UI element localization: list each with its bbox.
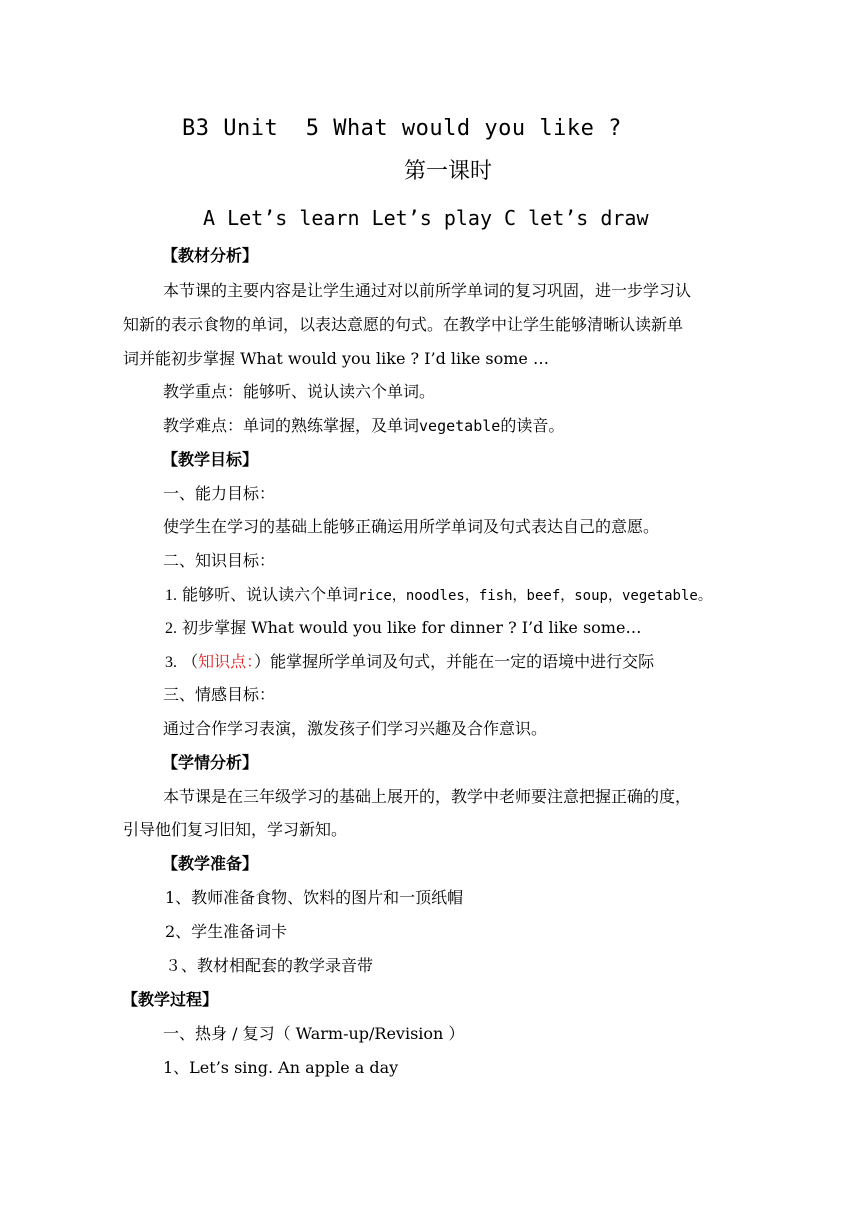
process-step-1-1: 1、Let’s sing. An apple a day: [163, 1058, 399, 1077]
prep-item-3: ３、教材相配套的教学录音带: [165, 956, 374, 975]
knowledge-item-2-text: 初步掌握 What would you like for dinner ? I’d like some…: [182, 618, 642, 637]
difficulty-line: [163, 415, 564, 437]
heading-learner-analysis: 【学情分析】: [162, 753, 259, 772]
knowledge-item-3: [165, 651, 654, 674]
key-point-label: 教学重点：: [163, 382, 244, 401]
knowledge-item-3-text: ）能掌握所学单词及句式，并能在一定的语境中进行交际: [254, 652, 655, 671]
ability-goal-heading: 一、能力目标：: [163, 484, 276, 503]
doc-title-lesson: 第一课时: [404, 159, 493, 184]
knowledge-goal-heading: 二、知识目标：: [163, 551, 276, 570]
knowledge-item-1: [165, 584, 712, 607]
prep-item-2: 2、学生准备词卡: [165, 922, 288, 941]
difficulty-text-a: 单词的熟练掌握，及单词: [243, 416, 420, 435]
heading-textbook-analysis: 【教材分析】: [162, 246, 259, 265]
knowledge-item-1-words: rice，noodles，fish，beef，soup，vegetable。: [358, 588, 712, 604]
key-point-text: 能够听、说认读六个单词。: [243, 382, 436, 401]
analysis-paragraph-line-1: 本节课的主要内容是让学生通过对以前所学单词的复习巩固，进一步学习认: [163, 281, 692, 300]
learner-paragraph-line-2: 引导他们复习旧知，学习新知。: [123, 820, 348, 839]
ability-goal-text: 使学生在学习的基础上能够正确运用所学单词及句式表达自己的意愿。: [163, 517, 660, 536]
difficulty-word: vegetable: [419, 417, 501, 435]
knowledge-item-3-open-paren: （: [182, 652, 199, 671]
knowledge-item-2: [165, 617, 641, 640]
heading-teaching-process: 【教学过程】: [122, 990, 219, 1009]
knowledge-item-2-number: 2.: [165, 620, 177, 637]
difficulty-text-b: 的读音。: [500, 416, 565, 435]
emotion-goal-text: 通过合作学习表演，激发孩子们学习兴趣及合作意识。: [163, 719, 548, 738]
doc-title-unit: B3 Unit 5 What would you like ?: [182, 116, 622, 141]
knowledge-point-label: 知识点：: [198, 652, 255, 671]
heading-teaching-preparation: 【教学准备】: [162, 854, 259, 873]
heading-teaching-goals: 【教学目标】: [162, 450, 259, 469]
analysis-paragraph-line-2: 知新的表示食物的单词，以表达意愿的句式。在教学中让学生能够清晰认读新单: [123, 315, 684, 334]
prep-item-1: 1、教师准备食物、饮料的图片和一顶纸帽: [165, 888, 464, 907]
emotion-goal-heading: 三、情感目标：: [163, 685, 276, 704]
knowledge-item-1-number: 1.: [165, 587, 177, 604]
key-point-line: [163, 381, 435, 403]
knowledge-item-3-number: 3.: [165, 654, 177, 671]
difficulty-label: 教学难点：: [163, 416, 244, 435]
knowledge-item-1-text: 能够听、说认读六个单词: [182, 585, 359, 604]
process-step-warm-up: 一、热身 / 复习（ Warm-up/Revision ）: [163, 1024, 465, 1043]
analysis-paragraph-line-3: 词并能初步掌握 What would you like ? I’d like some …: [123, 349, 549, 368]
doc-title-parts: A Let’s learn Let’s play C let’s draw: [203, 206, 649, 230]
learner-paragraph-line-1: 本节课是在三年级学习的基础上展开的，教学中老师要注意把握正确的度，: [163, 787, 692, 806]
